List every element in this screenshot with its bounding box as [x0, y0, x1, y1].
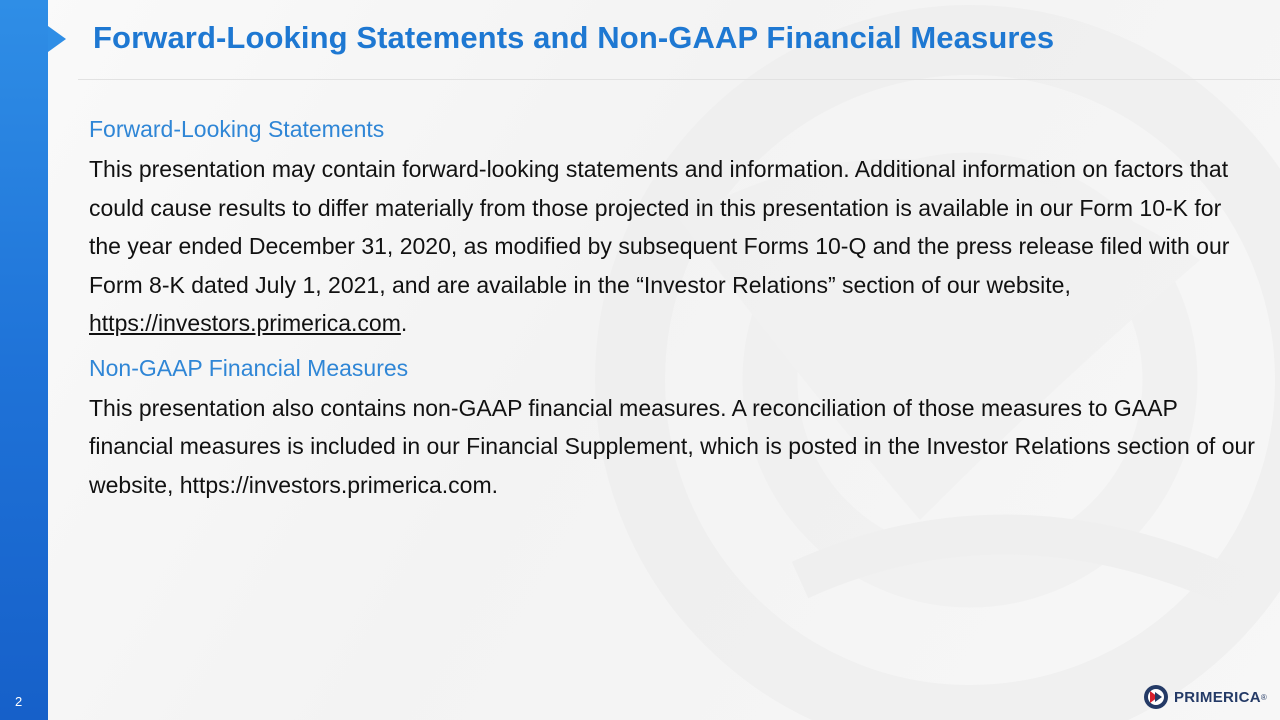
- forward-looking-paragraph: [89, 150, 1259, 343]
- left-accent-bar: [0, 0, 48, 720]
- registered-mark: ®: [1260, 692, 1267, 702]
- non-gaap-paragraph: This presentation also contains non-GAAP financial measures. A reconciliation of those measures to GAAP financial measures is included in our Financial Supplement, which is posted in the Investor Relations section of our website, https://investors.primerica.com.: [89, 394, 1255, 498]
- slide-title: Forward-Looking Statements and Non-GAAP Financial Measures: [93, 20, 1055, 55]
- forward-looking-period: .: [400, 310, 408, 336]
- page-number: 2: [15, 694, 23, 709]
- non-gaap-heading: Non-GAAP Financial Measures: [89, 354, 409, 381]
- investor-relations-link[interactable]: https://investors.primerica.com: [89, 310, 401, 336]
- logo-wordmark: PRIMERICA: [1174, 688, 1261, 706]
- title-arrow-icon: [48, 26, 66, 52]
- primerica-logo: [1143, 683, 1267, 711]
- content-area: [89, 114, 1259, 514]
- title-divider: [78, 79, 1280, 80]
- forward-looking-text: This presentation may contain forward-looking statements and information. Additional information on factors that could cause results to differ materially from those projected in this presentation is available in our Form 10-K for the year ended December 31, 2020, as modified by subsequent Forms 10-Q and the press release filed with our Form 8-K dated July 1, 2021, and are available in the “Investor Relations” section of our website,: [89, 156, 1230, 298]
- primerica-shield-icon: [1143, 684, 1169, 710]
- forward-looking-heading: Forward-Looking Statements: [89, 116, 385, 142]
